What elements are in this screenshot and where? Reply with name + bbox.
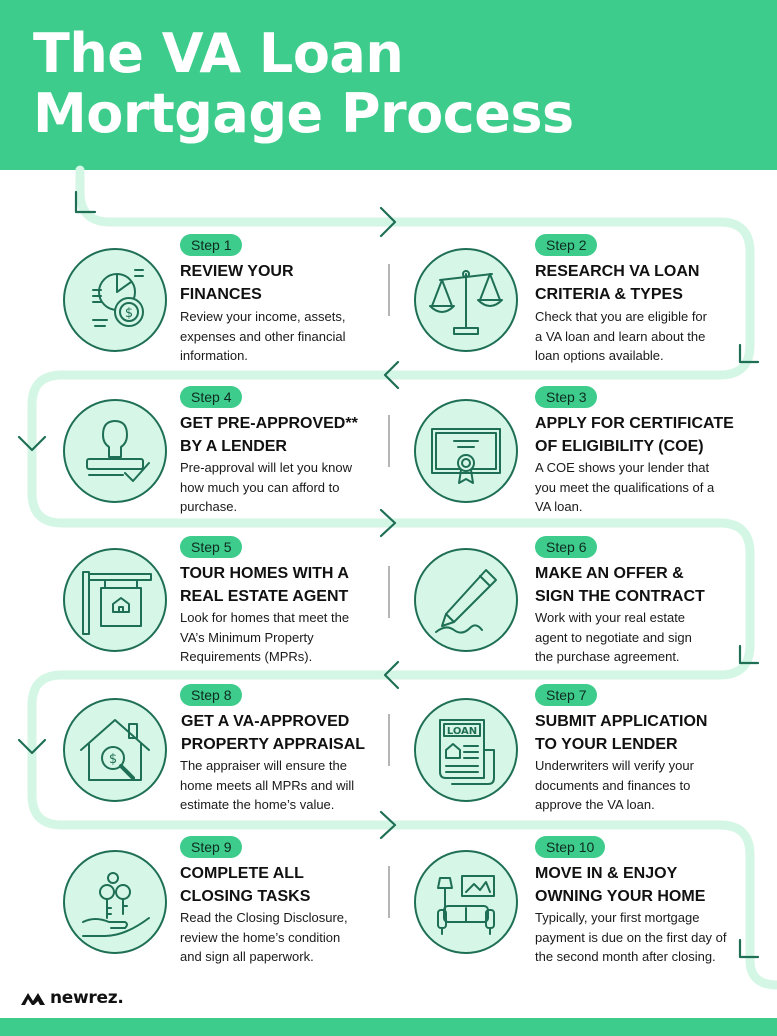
step-description-line: expenses and other financial [180, 328, 346, 344]
step-description-line: Underwriters will verify your [535, 758, 694, 773]
step-description-line: Requirements (MPRs). [180, 649, 313, 664]
step-description-line: A COE shows your lender that [535, 460, 710, 475]
stamp-icon [63, 399, 167, 503]
divider [388, 264, 390, 316]
step-description-line: Read the Closing Disclosure, [180, 910, 348, 925]
divider [388, 866, 390, 918]
step-description [535, 908, 750, 967]
finances-icon [63, 248, 167, 352]
step-title-line: SUBMIT APPLICATION [535, 713, 708, 730]
for-sale-sign-icon [63, 548, 167, 652]
step-description-line: Work with your real estate [535, 610, 686, 625]
step-title [535, 710, 740, 756]
svg-text:LOAN: LOAN [446, 726, 478, 737]
step-title-line: TO YOUR LENDER [535, 736, 678, 753]
certificate-icon [414, 399, 518, 503]
step-title-line: GET PRE-APPROVED** [180, 415, 358, 432]
step-title-line: COMPLETE ALL [180, 865, 304, 882]
step-description-line: home meets all MPRs and will [180, 777, 355, 793]
step-description-line: estimate the home’s value. [180, 797, 335, 812]
step-label: Step 9 [180, 836, 242, 858]
step-description-line: documents and finances to [535, 777, 691, 793]
step-description [180, 458, 385, 517]
step-label: Step 8 [180, 684, 242, 706]
step-description-line: VA’s Minimum Property [180, 629, 314, 645]
title-line-1: The VA Loan [33, 22, 404, 85]
step-title-line: OF ELIGIBILITY (COE) [535, 438, 704, 455]
footer-bar [0, 1018, 777, 1036]
step-label: Step 3 [535, 386, 597, 408]
step-description-line: a VA loan and learn about the [535, 328, 706, 344]
step-title-line: APPLY FOR CERTIFICATE [535, 415, 734, 432]
step-title [180, 862, 385, 908]
step-description-line: agent to negotiate and sign [535, 629, 692, 645]
svg-text:$: $ [108, 752, 118, 767]
step-description-line: information. [180, 348, 248, 363]
divider [388, 415, 390, 467]
step-description-line: the second month after closing. [535, 949, 716, 964]
step-description-line: payment is due on the first day of [535, 929, 727, 945]
step-description-line: how much you can afford to [180, 479, 340, 495]
step-title-line: GET A VA-APPROVED [181, 713, 350, 730]
brand-mark: . [117, 988, 124, 1008]
step-description-line: you meet the qualifications of a [535, 479, 715, 495]
newrez-logo [20, 985, 124, 1011]
step-description [535, 608, 740, 667]
step-title-line: MOVE IN & ENJOY [535, 865, 678, 882]
step-title-line: REAL ESTATE AGENT [180, 588, 349, 605]
step-label: Step 7 [535, 684, 597, 706]
newrez-logo-text [50, 988, 124, 1008]
newrez-logo-mark-icon [20, 989, 46, 1007]
step-label: Step 4 [180, 386, 242, 408]
step-description [180, 756, 385, 815]
step-title [180, 260, 385, 306]
step-description-line: Check that you are eligible for [535, 309, 707, 324]
step-description-line: the purchase agreement. [535, 649, 680, 664]
brand-name: newrez [50, 988, 118, 1008]
step-description-line: purchase. [180, 499, 238, 514]
step-title [180, 412, 385, 458]
step-title [180, 562, 385, 608]
scales-icon [414, 248, 518, 352]
step-title-line: PROPERTY APPRAISAL [181, 736, 366, 753]
house-appraisal-icon [63, 698, 167, 802]
step-description [180, 307, 385, 366]
step-description-line: review the home’s condition [180, 929, 341, 945]
step-label: Step 6 [535, 536, 597, 558]
step-title-line: CLOSING TASKS [180, 888, 311, 905]
step-description-line: approve the VA loan. [535, 797, 655, 812]
step-description-line: Review your income, assets, [180, 309, 346, 324]
step-description-line: Pre-approval will let you know [180, 460, 352, 475]
step-title-line: TOUR HOMES WITH A [180, 565, 349, 582]
pen-icon [414, 548, 518, 652]
step-description [535, 458, 740, 517]
step-description-line: and sign all paperwork. [180, 949, 314, 964]
step-description-line: Typically, your first mortgage [535, 910, 700, 925]
step-label: Step 5 [180, 536, 242, 558]
step-title-line: SIGN THE CONTRACT [535, 588, 705, 605]
step-label: Step 10 [535, 836, 605, 858]
title-line-2: Mortgage Process [33, 82, 574, 145]
step-description [535, 756, 740, 815]
step-title-line: RESEARCH VA LOAN [535, 263, 700, 280]
living-room-icon [414, 850, 518, 954]
step-label: Step 1 [180, 234, 242, 256]
step-description [180, 608, 385, 667]
step-description [180, 908, 385, 967]
step-title-line: BY A LENDER [180, 438, 287, 455]
step-description-line: VA loan. [535, 499, 583, 514]
step-title [535, 862, 740, 908]
step-title [535, 562, 740, 608]
step-title-line: OWNING YOUR HOME [535, 888, 706, 905]
step-title [535, 412, 740, 458]
step-title-line: MAKE AN OFFER & [535, 565, 684, 582]
step-label: Step 2 [535, 234, 597, 256]
keys-hand-icon [63, 850, 167, 954]
step-description-line: Look for homes that meet the [180, 610, 350, 625]
step-description [535, 307, 740, 366]
step-title-line: REVIEW YOUR [180, 263, 294, 280]
step-title-line: FINANCES [180, 286, 262, 303]
svg-text:$: $ [124, 306, 134, 321]
step-description-line: The appraiser will ensure the [180, 758, 347, 773]
loan-document-icon [414, 698, 518, 802]
step-title [181, 710, 391, 756]
step-title [535, 260, 740, 306]
step-description-line: loan options available. [535, 348, 664, 363]
divider [388, 566, 390, 618]
step-title-line: CRITERIA & TYPES [535, 286, 683, 303]
